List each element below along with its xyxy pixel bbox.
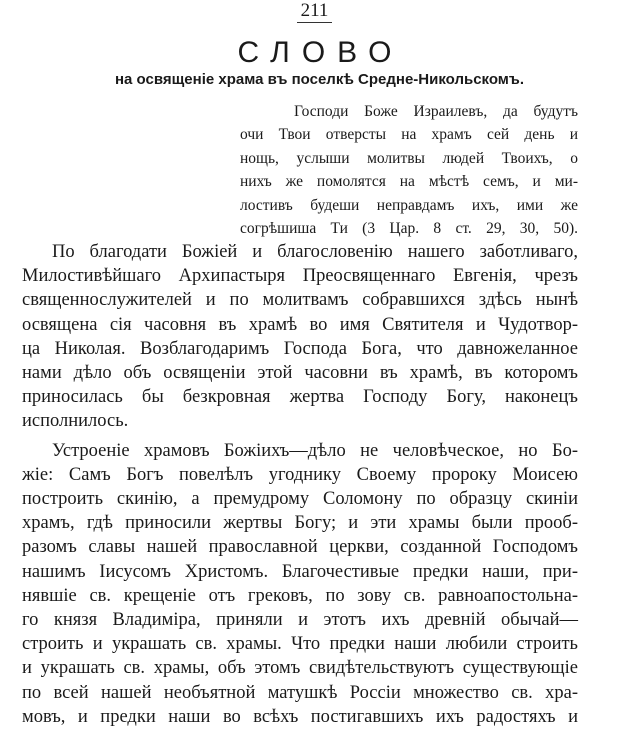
epigraph-line: лостивъ будеши неправдамъ ихъ, ими же bbox=[240, 196, 578, 214]
text-line: приносилась бы безкровная жертва Господу Богу, наконецъ bbox=[22, 387, 578, 408]
epigraph-line: очи Твои отверсты на храмъ сей день и bbox=[240, 126, 578, 144]
text-line: исполнилось. bbox=[22, 411, 129, 432]
text-line: ца Николая. Возблагодаримъ Господа Бога, что давножеланное bbox=[22, 338, 578, 359]
text-line: построить скинію, а премудрому Соломону по образцу скиніи bbox=[22, 489, 578, 510]
epigraph-line: Господи Боже Израилевъ, да будутъ bbox=[294, 103, 578, 120]
text-line: нявшіе св. крещеніе отъ грековъ, по зову св. равноапостольна- bbox=[22, 585, 578, 606]
paragraph-2 bbox=[22, 439, 578, 729]
text-line: освящена сія часовня въ храмѣ во имя Святителя и Чудотвор- bbox=[22, 314, 578, 335]
text-line: по всей нашей необъятной матушкѣ Россіи множество св. хра- bbox=[22, 682, 578, 703]
epigraph-line: согрѣшиша Ти (3 Цар. 8 ст. 29, 30, 50). bbox=[240, 220, 578, 238]
paragraph-1 bbox=[22, 240, 578, 434]
text-line: го князя Владиміра, приняли и этотъ ихъ древній обычай— bbox=[22, 610, 578, 631]
text-line: строить и украшать св. храмы. Что предки наши любили строить bbox=[22, 634, 578, 655]
epigraph bbox=[240, 100, 578, 240]
text-line: Милостивѣйшаго Архипастыря Преосвященнаго Евгенія, чрезъ bbox=[22, 266, 578, 287]
body-text bbox=[22, 240, 578, 729]
page-title: СЛОВО bbox=[237, 36, 404, 69]
epigraph-line: нощь, услыши молитвы людей Твоихъ, о bbox=[240, 149, 578, 167]
page-subtitle: на освященіе храма въ поселкѣ Средне-Никольскомъ. bbox=[114, 71, 525, 88]
text-line: Устроеніе храмовъ Божіихъ—дѣло не человѣческое, но Бо- bbox=[52, 440, 578, 461]
page-number-text: 211 bbox=[297, 0, 333, 23]
text-line: храмъ, гдѣ приносили жертвы Богу; и эти храмы были прооб- bbox=[22, 513, 578, 534]
text-line: разомъ славы нашей православной церкви, созданной Господомъ bbox=[22, 537, 578, 558]
epigraph-line: нихъ же помолятся на мѣстѣ семъ, и ми- bbox=[240, 173, 578, 191]
text-line: По благодати Божіей и благословенію нашего заботливаго, bbox=[52, 242, 578, 262]
text-line: мовъ, и предки наши во всѣхъ постигавшихъ ихъ радостяхъ и bbox=[22, 706, 578, 727]
text-line: и украшать св. храмы, объ этомъ свидѣтельствуютъ существующіе bbox=[22, 658, 578, 679]
page-number bbox=[0, 0, 629, 23]
text-line: священнослужителей и по молитвамъ собравшихся здѣсь нынѣ bbox=[22, 290, 578, 311]
text-line: нашимъ Іисусомъ Христомъ. Благочестивые предки наши, при- bbox=[22, 561, 578, 582]
text-line: нами дѣло объ освященіи этой часовни въ храмѣ, въ которомъ bbox=[22, 363, 578, 384]
text-line: жіе: Самъ Богъ повелѣлъ угоднику Своему пророку Моисею bbox=[22, 464, 578, 485]
